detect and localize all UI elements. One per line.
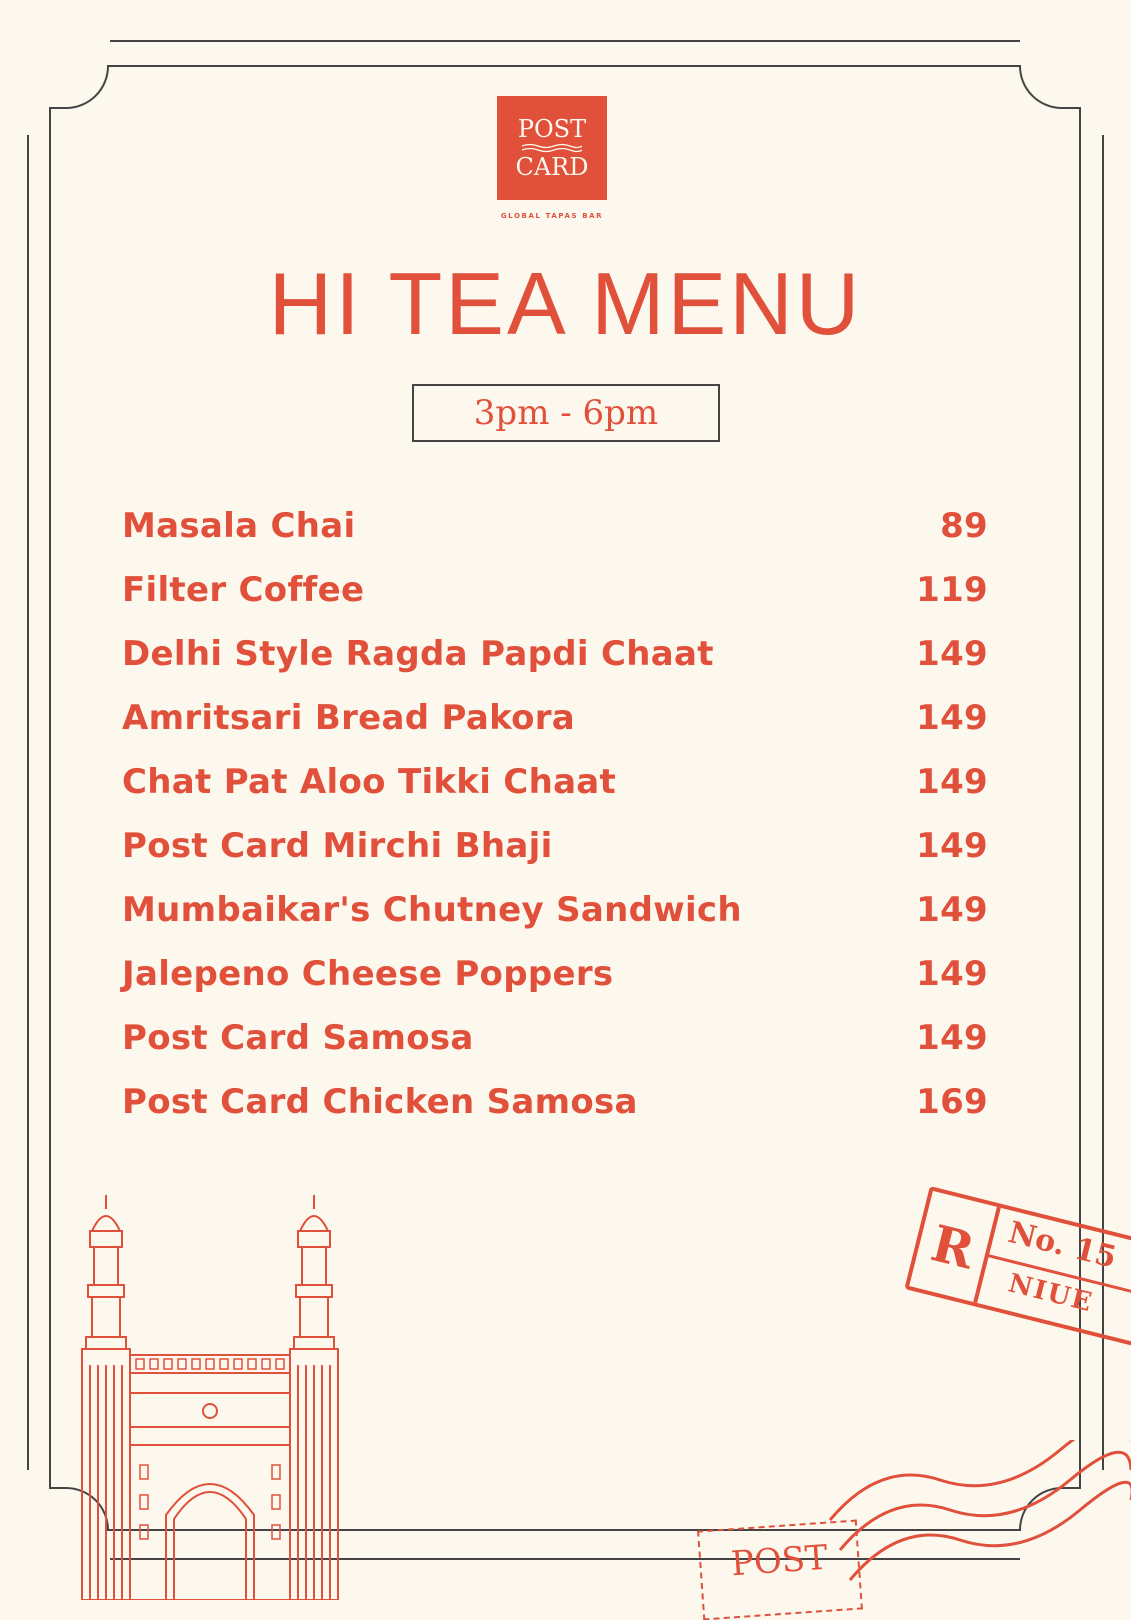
menu-item: [122, 622, 988, 686]
charminar-illustration: [70, 1195, 360, 1600]
page-title: HI TEA MENU: [268, 254, 863, 353]
stamp-number: No. 15: [1004, 1215, 1120, 1276]
menu-item-price: 149: [916, 890, 988, 930]
menu-item-name: Post Card Mirchi Bhaji: [122, 826, 553, 866]
menu-item: [122, 942, 988, 1006]
menu-item-price: 169: [916, 1082, 988, 1122]
menu-item: [122, 558, 988, 622]
menu-item-name: Post Card Chicken Samosa: [122, 1082, 638, 1122]
menu-item-price: 89: [940, 506, 988, 546]
menu-item-name: Filter Coffee: [122, 570, 365, 610]
menu-item-name: Chat Pat Aloo Tikki Chaat: [122, 762, 617, 802]
timing-badge: [412, 384, 720, 442]
menu-item-name: Post Card Samosa: [122, 1018, 474, 1058]
menu-item-price: 149: [916, 1018, 988, 1058]
menu-item-price: 149: [916, 762, 988, 802]
menu-list: [122, 494, 988, 1134]
menu-item: [122, 1070, 988, 1134]
menu-item-price: 149: [916, 826, 988, 866]
logo-tagline: GLOBAL TAPAS BAR: [500, 212, 604, 220]
menu-item: [122, 1006, 988, 1070]
menu-item-name: Jalepeno Cheese Poppers: [122, 954, 614, 994]
menu-item: [122, 750, 988, 814]
postmark-wave-lines: [820, 1440, 1131, 1600]
menu-item-price: 149: [916, 698, 988, 738]
menu-item: [122, 878, 988, 942]
menu-item-name: Masala Chai: [122, 506, 356, 546]
logo-line-post: POST: [517, 115, 587, 143]
menu-item-price: 149: [916, 954, 988, 994]
menu-item-name: Mumbaikar's Chutney Sandwich: [122, 890, 742, 930]
post-stamp: [697, 1520, 863, 1620]
menu-item-price: 149: [916, 634, 988, 674]
menu-item-name: Amritsari Bread Pakora: [122, 698, 576, 738]
timing-text: 3pm - 6pm: [473, 393, 659, 433]
menu-item: [122, 686, 988, 750]
menu-item-price: 119: [916, 570, 988, 610]
menu-item-name: Delhi Style Ragda Papdi Chaat: [122, 634, 714, 674]
menu-item: [122, 814, 988, 878]
post-stamp-text: POST: [729, 1537, 830, 1585]
wave-icon: [520, 143, 584, 153]
post-card-logo: [494, 93, 610, 203]
stamp-country: NIUE: [1005, 1268, 1097, 1319]
stamp-letter: R: [909, 1191, 1001, 1303]
logo-line-card: CARD: [515, 153, 589, 181]
menu-item: [122, 494, 988, 558]
